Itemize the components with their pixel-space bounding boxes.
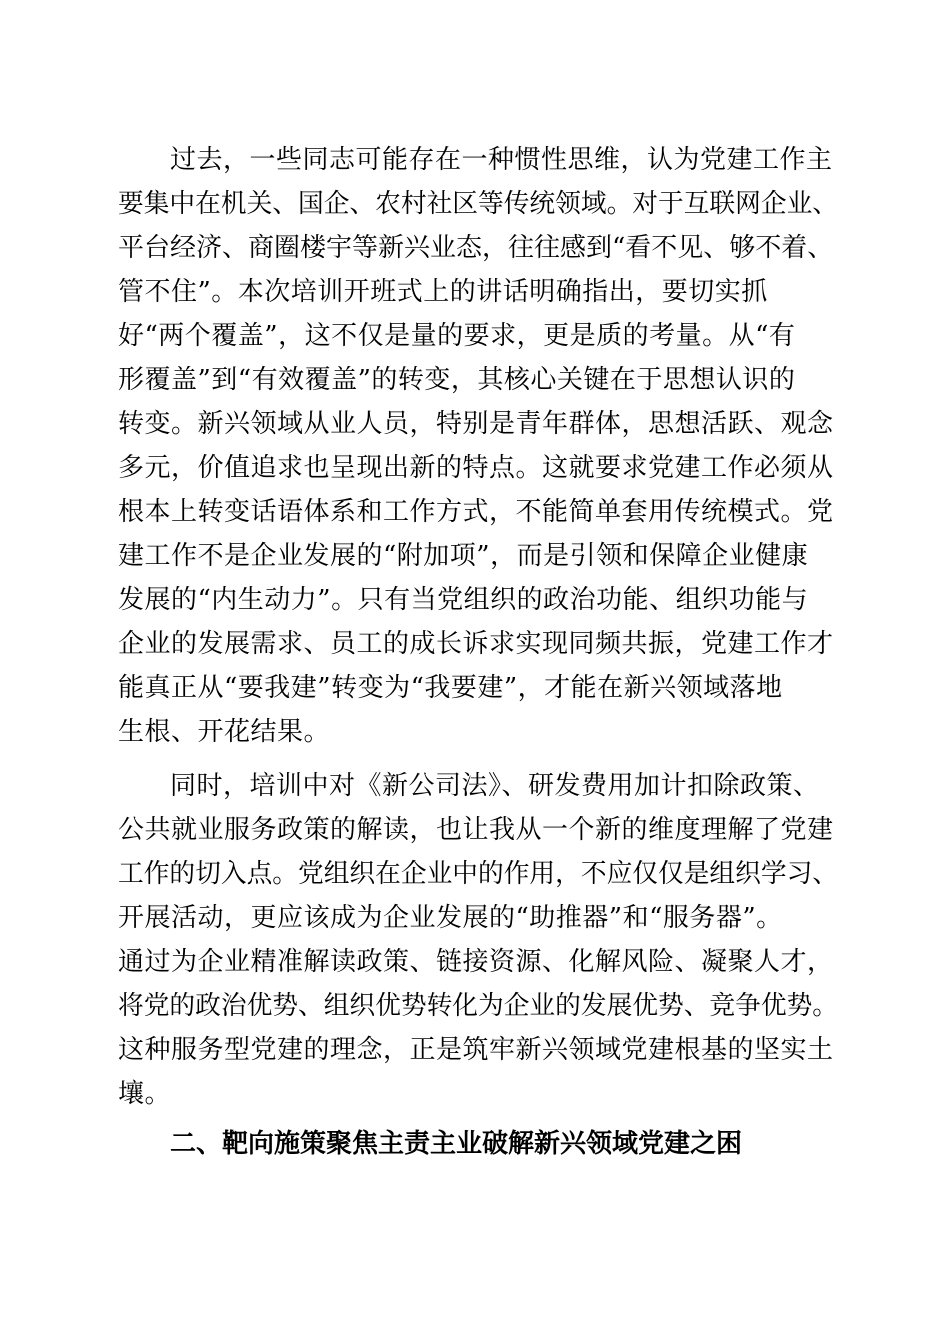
paragraph-1-line: 建工作不是企业发展的“附加项”，而是引领和保障企业健康 <box>118 541 809 571</box>
paragraph-2-line: 开展活动，更应该成为企业发展的“助推器”和“服务器”。 <box>118 903 783 933</box>
paragraph-1-line: 多元，价值追求也呈现出新的特点。这就要求党建工作必须从 <box>118 453 834 483</box>
paragraph-1-line: 转变。新兴领域从业人员，特别是青年群体，思想活跃、观念 <box>118 409 834 439</box>
paragraph-2-line: 这种服务型党建的理念，正是筑牢新兴领域党建根基的坚实土 <box>118 1035 834 1065</box>
paragraph-1-line: 发展的“内生动力”。只有当党组织的政治功能、组织功能与 <box>118 585 809 615</box>
paragraph-2-line: 将党的政治优势、组织优势转化为企业的发展优势、竞争优势。 <box>118 991 839 1021</box>
paragraph-1-line: 好“两个覆盖”，这不仅是量的要求，更是质的考量。从“有 <box>118 321 796 351</box>
paragraph-2-line: 公共就业服务政策的解读，也让我从一个新的维度理解了党建 <box>118 815 834 845</box>
paragraph-1-line: 平台经济、商圈楼宇等新兴业态，往往感到“看不见、够不着、 <box>118 233 834 263</box>
paragraph-1-line: 企业的发展需求、员工的成长诉求实现同频共振，党建工作才 <box>118 629 834 659</box>
paragraph-1-line: 根本上转变话语体系和工作方式，不能简单套用传统模式。党 <box>118 497 834 527</box>
paragraph-1-line: 过去，一些同志可能存在一种惯性思维，认为党建工作主 <box>170 145 833 175</box>
paragraph-2-line: 工作的切入点。党组织在企业中的作用，不应仅仅是组织学习、 <box>118 859 839 889</box>
paragraph-1-line: 生根、开花结果。 <box>118 717 331 747</box>
paragraph-2-line: 壤。 <box>118 1079 172 1109</box>
paragraph-1-line: 形覆盖”到“有效覆盖”的转变，其核心关键在于思想认识的 <box>118 365 796 395</box>
paragraph-1-line: 要集中在机关、国企、农村社区等传统领域。对于互联网企业、 <box>118 189 839 219</box>
paragraph-2-line: 同时，培训中对《新公司法》、研发费用加计扣除政策、 <box>170 771 820 801</box>
section-heading: 二、靶向施策聚焦主责主业破解新兴领域党建之困 <box>170 1129 743 1159</box>
paragraph-2-line: 通过为企业精准解读政策、链接资源、化解风险、凝聚人才， <box>118 947 834 977</box>
paragraph-1-line: 管不住”。本次培训开班式上的讲话明确指出，要切实抓 <box>118 277 768 307</box>
paragraph-1-line: 能真正从“要我建”转变为“我要建”，才能在新兴领域落地 <box>118 673 783 703</box>
